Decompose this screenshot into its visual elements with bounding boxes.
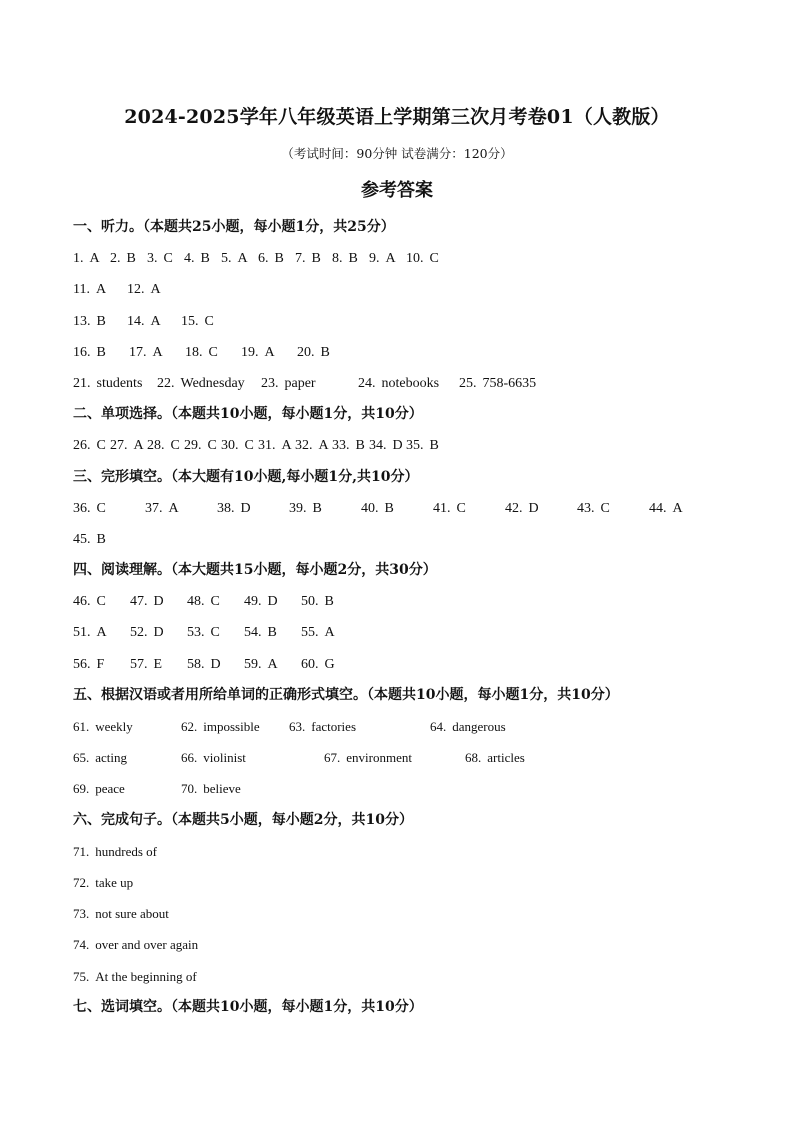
answer-item	[73, 493, 145, 524]
question-number: 41 .	[433, 501, 457, 516]
question-number: 53 .	[187, 625, 211, 640]
answer-row	[73, 368, 753, 399]
question-number: 48 .	[187, 594, 211, 609]
answer-value: Wednesday	[180, 375, 245, 391]
question-number: 47 .	[130, 594, 154, 609]
question-number: 43 .	[577, 501, 601, 516]
question-number: 56 .	[73, 657, 97, 672]
answer-item	[332, 430, 369, 461]
page-title: 2024-2025学年八年级英语上学期第三次月考卷01（人教版）	[124, 106, 670, 128]
answer-value: dangerous	[452, 719, 506, 734]
answer-item	[332, 243, 369, 274]
answer-item	[295, 430, 332, 461]
question-number: 3 .	[147, 251, 164, 266]
answer-value: C	[170, 438, 180, 454]
answer-value: B	[96, 313, 106, 329]
answer-item	[358, 368, 459, 399]
answer-value: hundreds of	[95, 843, 157, 859]
answer-value: A	[150, 313, 161, 329]
question-number: 23 .	[261, 376, 285, 391]
question-number: 57 .	[130, 657, 154, 672]
answer-item	[73, 742, 181, 773]
question-number: 54 .	[244, 625, 268, 640]
question-number: 55 .	[301, 625, 325, 640]
answer-value: B	[274, 251, 284, 267]
answer-item	[181, 773, 311, 804]
answer-row	[73, 586, 753, 617]
question-number: 59 .	[244, 657, 268, 672]
question-number: 63 .	[289, 719, 311, 734]
answer-value: articles	[487, 750, 525, 766]
answer-value: A	[152, 344, 163, 360]
answer-item	[244, 617, 301, 648]
answer-item	[301, 617, 358, 648]
answer-item	[157, 368, 261, 399]
answer-value: A	[168, 500, 179, 516]
answer-item	[73, 649, 130, 680]
answer-item	[73, 867, 133, 898]
answer-value: A	[237, 251, 248, 267]
answer-value: D	[210, 656, 221, 672]
answer-value: G	[324, 656, 335, 672]
answer-item	[147, 430, 184, 461]
question-number: 46 .	[73, 594, 97, 609]
answer-item	[73, 337, 129, 368]
answer-value: C	[96, 438, 106, 454]
question-number: 18 .	[185, 345, 209, 360]
question-number: 21 .	[73, 376, 97, 391]
question-number: 64 .	[430, 719, 452, 734]
question-number: 1 .	[73, 251, 90, 266]
answer-value: take up	[95, 874, 134, 890]
answer-row	[73, 617, 753, 648]
answer-value: 758-6635	[482, 375, 537, 391]
question-number: 58 .	[187, 657, 211, 672]
answer-value: not sure about	[95, 906, 169, 922]
answer-item	[73, 586, 130, 617]
question-number: 44 .	[649, 501, 673, 516]
answer-value: believe	[203, 781, 241, 797]
answer-value: D	[392, 438, 403, 454]
answer-item	[184, 243, 221, 274]
answer-row	[73, 867, 753, 898]
question-number: 65 .	[73, 750, 95, 765]
answer-item	[221, 243, 258, 274]
answer-value: C	[210, 594, 220, 610]
answer-item	[181, 306, 235, 337]
answer-value: B	[312, 500, 322, 516]
answer-value: A	[95, 282, 107, 298]
answer-item	[130, 649, 187, 680]
answer-item	[73, 274, 127, 305]
answer-value: A	[150, 282, 161, 298]
question-number: 72 .	[73, 875, 95, 890]
answer-item	[258, 243, 295, 274]
answer-value: notebooks	[381, 375, 440, 391]
section-heading: 三、完形填空。（本大题有10小题,每小题1分,共10分）	[73, 468, 419, 485]
question-number: 73 .	[73, 906, 95, 921]
answer-value: peace	[95, 781, 125, 797]
answer-value: paper	[284, 375, 316, 391]
section-heading: 七、选词填空。（本题共10小题，每小题1分，共10分）	[73, 998, 423, 1015]
question-number: 19 .	[241, 345, 265, 360]
answer-row	[73, 649, 753, 680]
answer-value: C	[208, 344, 218, 360]
question-number: 10 .	[406, 251, 430, 266]
question-number: 71 .	[73, 844, 95, 859]
answer-value: B	[324, 594, 334, 610]
answer-value: A	[89, 251, 100, 267]
question-number: 51 .	[73, 625, 97, 640]
question-number: 62 .	[181, 719, 203, 734]
section-heading: 二、单项选择。（本题共10小题，每小题1分，共10分）	[73, 406, 423, 423]
answer-item	[577, 493, 649, 524]
answer-row	[73, 929, 753, 960]
answer-item	[244, 586, 301, 617]
answer-row	[73, 430, 753, 461]
question-number: 4 .	[184, 251, 201, 266]
answer-row	[73, 337, 753, 368]
question-number: 31 .	[258, 438, 282, 453]
answer-row	[73, 711, 753, 742]
question-number: 32 .	[295, 438, 319, 453]
answer-sections	[73, 212, 753, 1023]
question-number: 38 .	[217, 501, 241, 516]
answer-row	[73, 306, 753, 337]
question-number: 74 .	[73, 937, 95, 952]
answer-item	[73, 898, 169, 929]
question-number: 7 .	[295, 251, 312, 266]
answer-item	[73, 306, 127, 337]
question-number: 14 .	[127, 314, 151, 329]
answer-value: D	[528, 500, 539, 516]
answer-item	[130, 586, 187, 617]
answer-item	[130, 617, 187, 648]
answer-item	[369, 430, 406, 461]
question-number: 15 .	[181, 314, 205, 329]
answer-value: C	[204, 313, 214, 329]
answer-item	[181, 711, 289, 742]
answer-item	[73, 430, 110, 461]
question-number: 37 .	[145, 501, 169, 516]
answer-item	[221, 430, 258, 461]
answer-value: factories	[311, 719, 357, 734]
answer-item	[187, 617, 244, 648]
question-number: 11 .	[73, 282, 96, 297]
question-number: 22 .	[157, 376, 181, 391]
answer-item	[73, 929, 198, 960]
answer-value: C	[207, 438, 217, 454]
section-heading: 五、根据汉语或者用所给单词的正确形式填空。（本题共10小题，每小题1分，共10分）	[73, 686, 619, 703]
answer-item	[129, 337, 185, 368]
question-number: 45 .	[73, 532, 97, 547]
answer-item	[147, 243, 184, 274]
question-number: 5 .	[221, 251, 238, 266]
answer-value: C	[210, 625, 220, 641]
question-number: 61 .	[73, 719, 95, 734]
answer-value: over and over again	[95, 937, 199, 953]
answer-item	[73, 524, 145, 555]
answer-row	[73, 524, 753, 555]
answer-value: C	[600, 500, 610, 516]
question-number: 9 .	[369, 251, 386, 266]
exam-info: （考试时间：90分钟 试卷满分：120分）	[281, 146, 513, 161]
answer-key-heading: 参考答案	[361, 180, 433, 201]
question-number: 36 .	[73, 501, 97, 516]
answer-item	[110, 430, 147, 461]
answer-value: impossible	[203, 719, 260, 734]
answer-value: D	[153, 594, 164, 610]
answer-value: C	[456, 500, 466, 516]
question-number: 6 .	[258, 251, 275, 266]
answer-value: D	[153, 625, 164, 641]
question-number: 39 .	[289, 501, 313, 516]
answer-row	[73, 243, 753, 274]
answer-row	[73, 898, 753, 929]
answer-item	[301, 649, 358, 680]
question-number: 68 .	[465, 750, 487, 765]
question-number: 49 .	[244, 594, 268, 609]
answer-value: B	[384, 500, 394, 516]
answer-value: C	[244, 438, 254, 454]
answer-item	[301, 586, 358, 617]
section-heading: 四、阅读理解。（本大题共15小题，每小题2分，共30分）	[73, 562, 437, 579]
answer-item	[185, 337, 241, 368]
answer-value: B	[200, 251, 210, 267]
answer-item	[217, 493, 289, 524]
answer-value: A	[264, 344, 275, 360]
answer-value: violinist	[203, 750, 246, 766]
answer-item	[295, 243, 332, 274]
question-number: 60 .	[301, 657, 325, 672]
question-number: 34 .	[369, 438, 393, 453]
answer-value: F	[96, 656, 105, 672]
answer-value: A	[672, 500, 683, 516]
answer-value: C	[96, 500, 106, 516]
answer-item	[430, 711, 560, 742]
question-number: 33 .	[332, 438, 356, 453]
answer-item	[261, 368, 358, 399]
answer-item	[73, 368, 157, 399]
answer-row	[73, 274, 753, 305]
answer-item	[244, 649, 301, 680]
answer-value: B	[311, 251, 321, 267]
answer-item	[73, 243, 110, 274]
answer-value: E	[153, 656, 163, 672]
answer-value: B	[96, 344, 106, 360]
answer-item	[369, 243, 406, 274]
answer-value: C	[96, 594, 106, 610]
answer-item	[73, 773, 181, 804]
question-number: 50 .	[301, 594, 325, 609]
answer-row	[73, 742, 753, 773]
answer-value: At the beginning of	[95, 968, 197, 984]
answer-item	[289, 493, 361, 524]
answer-value: A	[281, 438, 292, 454]
answer-value: C	[163, 251, 173, 267]
question-number: 30 .	[221, 438, 245, 453]
answer-row	[73, 773, 753, 804]
answer-value: A	[385, 251, 396, 267]
answer-item	[649, 493, 721, 524]
answer-value: A	[267, 656, 278, 672]
question-number: 40 .	[361, 501, 385, 516]
answer-item	[361, 493, 433, 524]
answer-value: B	[96, 531, 106, 547]
answer-value: weekly	[95, 719, 133, 734]
answer-value: environment	[346, 750, 412, 766]
answer-item	[406, 430, 448, 461]
answer-value: students	[96, 375, 143, 391]
question-number: 8 .	[332, 251, 349, 266]
answer-item	[505, 493, 577, 524]
answer-value: B	[355, 438, 365, 454]
section-heading: 一、听力。（本题共25小题，每小题1分，共25分）	[73, 219, 395, 235]
question-number: 67 .	[324, 750, 346, 765]
question-number: 66 .	[181, 750, 203, 765]
question-number: 29 .	[184, 438, 208, 453]
question-number: 28 .	[147, 438, 171, 453]
question-number: 13 .	[73, 314, 97, 329]
question-number: 52 .	[130, 625, 154, 640]
answer-row	[73, 836, 753, 867]
answer-item	[465, 742, 595, 773]
answer-row	[73, 493, 753, 524]
answer-item	[73, 961, 197, 992]
answer-item	[297, 337, 353, 368]
question-number: 75 .	[73, 969, 95, 984]
answer-item	[73, 711, 181, 742]
answer-value: B	[348, 251, 358, 267]
question-number: 17 .	[129, 345, 153, 360]
answer-value: B	[126, 251, 136, 267]
answer-item	[258, 430, 295, 461]
question-number: 27 .	[110, 438, 134, 453]
answer-item	[145, 493, 217, 524]
question-number: 2 .	[110, 251, 127, 266]
answer-value: D	[267, 594, 278, 610]
answer-value: B	[429, 438, 439, 454]
question-number: 42 .	[505, 501, 529, 516]
question-number: 70 .	[181, 781, 203, 796]
answer-item	[127, 274, 181, 305]
answer-value: A	[318, 438, 329, 454]
question-number: 35 .	[406, 438, 430, 453]
answer-item	[241, 337, 297, 368]
question-number: 26 .	[73, 438, 97, 453]
answer-value: D	[240, 500, 251, 516]
answer-item	[181, 742, 324, 773]
question-number: 20 .	[297, 345, 321, 360]
answer-item	[289, 711, 430, 742]
question-number: 24 .	[358, 376, 382, 391]
answer-item	[459, 368, 549, 399]
answer-value: A	[324, 625, 335, 641]
answer-item	[184, 430, 221, 461]
question-number: 12 .	[127, 282, 151, 297]
answer-item	[73, 617, 130, 648]
answer-item	[187, 649, 244, 680]
answer-value: B	[320, 344, 330, 360]
answer-value: A	[96, 625, 107, 641]
answer-item	[127, 306, 181, 337]
question-number: 16 .	[73, 345, 97, 360]
section-heading: 六、完成句子。（本题共5小题，每小题2分，共10分）	[73, 811, 413, 828]
answer-item	[433, 493, 505, 524]
answer-value: C	[429, 251, 439, 267]
answer-value: acting	[95, 750, 128, 766]
answer-item	[324, 742, 465, 773]
answer-row	[73, 961, 753, 992]
answer-item	[110, 243, 147, 274]
question-number: 69 .	[73, 781, 95, 796]
answer-value: B	[267, 625, 277, 641]
answer-item	[73, 836, 157, 867]
answer-item	[406, 243, 448, 274]
answer-item	[187, 586, 244, 617]
question-number: 25 .	[459, 376, 483, 391]
answer-value: A	[133, 438, 144, 454]
